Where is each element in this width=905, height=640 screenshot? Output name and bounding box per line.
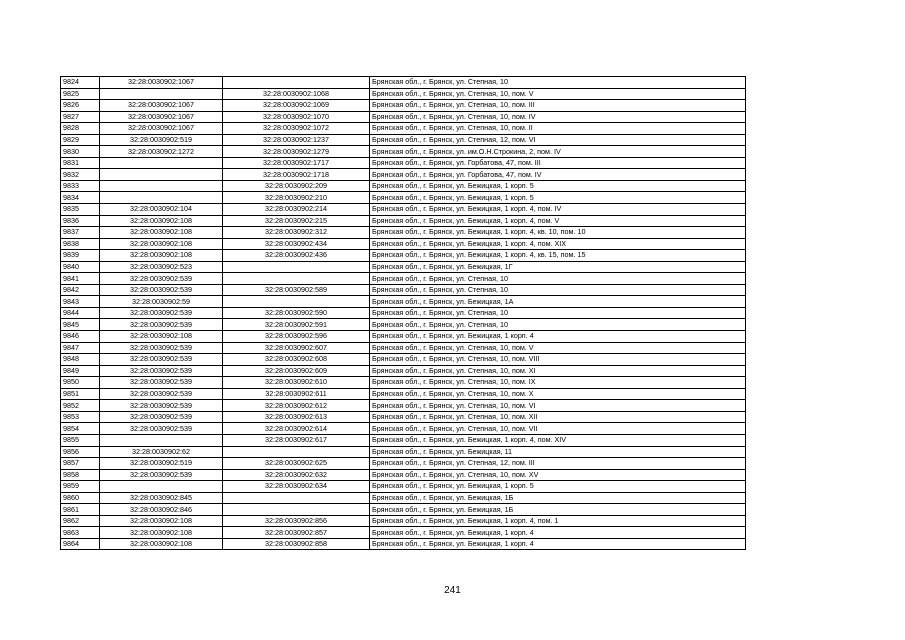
address-cell: Брянская обл., г. Брянск, ул. Бежицкая, 1 корп. 4, пом. XIX [370, 238, 746, 250]
object-number-cell: 32:28:0030902:210 [223, 192, 370, 204]
object-number-cell: 32:28:0030902:610 [223, 377, 370, 389]
address-cell: Брянская обл., г. Брянск, ул. Бежицкая, 1 корп. 5 [370, 180, 746, 192]
table-row [61, 157, 746, 169]
parcel-number-cell [100, 169, 223, 181]
parcel-number-cell: 32:28:0030902:62 [100, 446, 223, 458]
object-number-cell [223, 492, 370, 504]
object-number-cell: 32:28:0030902:608 [223, 354, 370, 366]
row-number-cell: 9860 [61, 492, 100, 504]
object-number-cell: 32:28:0030902:214 [223, 204, 370, 216]
address-cell: Брянская обл., г. Брянск, ул. Бежицкая, 1 корп. 4, кв. 15, пом. 15 [370, 250, 746, 262]
row-number-cell: 9833 [61, 180, 100, 192]
parcel-number-cell [100, 192, 223, 204]
address-cell: Брянская обл., г. Брянск, ул. Степная, 10, пом. IX [370, 377, 746, 389]
row-number-cell: 9864 [61, 538, 100, 550]
address-cell: Брянская обл., г. Брянск, ул. Бежицкая, 1Б [370, 492, 746, 504]
object-number-cell: 32:28:0030902:632 [223, 469, 370, 481]
object-number-cell [223, 504, 370, 516]
table-row [61, 284, 746, 296]
table-row [61, 307, 746, 319]
row-number-cell: 9824 [61, 77, 100, 89]
address-cell: Брянская обл., г. Брянск, ул. Бежицкая, 1 корп. 4 [370, 538, 746, 550]
row-number-cell: 9850 [61, 377, 100, 389]
row-number-cell: 9841 [61, 273, 100, 285]
parcel-number-cell: 32:28:0030902:1272 [100, 146, 223, 158]
row-number-cell: 9863 [61, 527, 100, 539]
parcel-number-cell: 32:28:0030902:59 [100, 296, 223, 308]
table-row [61, 123, 746, 135]
address-cell: Брянская обл., г. Брянск, ул. Степная, 10, пом. III [370, 100, 746, 112]
parcel-number-cell: 32:28:0030902:108 [100, 250, 223, 262]
object-number-cell: 32:28:0030902:634 [223, 481, 370, 493]
address-cell: Брянская обл., г. Брянск, ул. Степная, 10 [370, 307, 746, 319]
address-cell: Брянская обл., г. Брянск, ул. Степная, 10, пом. V [370, 342, 746, 354]
table-row [61, 146, 746, 158]
table-row [61, 180, 746, 192]
parcel-number-cell [100, 88, 223, 100]
parcel-number-cell: 32:28:0030902:539 [100, 423, 223, 435]
address-cell: Брянская обл., г. Брянск, ул. Степная, 10, пом. XI [370, 365, 746, 377]
row-number-cell: 9835 [61, 204, 100, 216]
row-number-cell: 9854 [61, 423, 100, 435]
table-row [61, 527, 746, 539]
row-number-cell: 9846 [61, 331, 100, 343]
table-row [61, 204, 746, 216]
parcel-number-cell [100, 434, 223, 446]
parcel-number-cell: 32:28:0030902:539 [100, 284, 223, 296]
row-number-cell: 9861 [61, 504, 100, 516]
parcel-number-cell: 32:28:0030902:539 [100, 388, 223, 400]
parcel-number-cell [100, 481, 223, 493]
address-cell: Брянская обл., г. Брянск, ул. Бежицкая, 1 корп. 4, пом. 1 [370, 515, 746, 527]
address-cell: Брянская обл., г. Брянск, ул. им.О.Н.Строкина, 2, пом. IV [370, 146, 746, 158]
object-number-cell: 32:28:0030902:596 [223, 331, 370, 343]
address-cell: Брянская обл., г. Брянск, ул. Степная, 10, пом. X [370, 388, 746, 400]
table-row [61, 296, 746, 308]
object-number-cell: 32:28:0030902:858 [223, 538, 370, 550]
parcel-number-cell: 32:28:0030902:519 [100, 458, 223, 470]
row-number-cell: 9826 [61, 100, 100, 112]
parcel-number-cell: 32:28:0030902:108 [100, 227, 223, 239]
table-row [61, 423, 746, 435]
address-cell: Брянская обл., г. Брянск, ул. Степная, 10, пом. XII [370, 411, 746, 423]
table-row [61, 504, 746, 516]
object-number-cell [223, 77, 370, 89]
row-number-cell: 9855 [61, 434, 100, 446]
parcel-number-cell: 32:28:0030902:523 [100, 261, 223, 273]
row-number-cell: 9852 [61, 400, 100, 412]
row-number-cell: 9825 [61, 88, 100, 100]
address-cell: Брянская обл., г. Брянск, ул. Бежицкая, 1 корп. 5 [370, 481, 746, 493]
parcel-number-cell: 32:28:0030902:1067 [100, 111, 223, 123]
registry-table [60, 76, 746, 550]
table-row [61, 77, 746, 89]
table-row [61, 446, 746, 458]
table-row [61, 331, 746, 343]
address-cell: Брянская обл., г. Брянск, ул. Степная, 12, пом. III [370, 458, 746, 470]
table-row [61, 365, 746, 377]
object-number-cell: 32:28:0030902:436 [223, 250, 370, 262]
row-number-cell: 9832 [61, 169, 100, 181]
table-row [61, 238, 746, 250]
parcel-number-cell: 32:28:0030902:1067 [100, 77, 223, 89]
table-row [61, 273, 746, 285]
object-number-cell [223, 296, 370, 308]
row-number-cell: 9847 [61, 342, 100, 354]
object-number-cell: 32:28:0030902:613 [223, 411, 370, 423]
object-number-cell: 32:28:0030902:1072 [223, 123, 370, 135]
parcel-number-cell: 32:28:0030902:1067 [100, 123, 223, 135]
parcel-number-cell: 32:28:0030902:108 [100, 538, 223, 550]
object-number-cell: 32:28:0030902:1718 [223, 169, 370, 181]
row-number-cell: 9837 [61, 227, 100, 239]
parcel-number-cell: 32:28:0030902:108 [100, 527, 223, 539]
object-number-cell: 32:28:0030902:614 [223, 423, 370, 435]
table-row [61, 411, 746, 423]
address-cell: Брянская обл., г. Брянск, ул. Степная, 10, пом. XV [370, 469, 746, 481]
table-row [61, 342, 746, 354]
table-row [61, 250, 746, 262]
parcel-number-cell: 32:28:0030902:1067 [100, 100, 223, 112]
row-number-cell: 9830 [61, 146, 100, 158]
parcel-number-cell: 32:28:0030902:539 [100, 319, 223, 331]
table-row [61, 169, 746, 181]
object-number-cell: 32:28:0030902:857 [223, 527, 370, 539]
object-number-cell: 32:28:0030902:591 [223, 319, 370, 331]
parcel-number-cell: 32:28:0030902:108 [100, 215, 223, 227]
row-number-cell: 9858 [61, 469, 100, 481]
row-number-cell: 9857 [61, 458, 100, 470]
parcel-number-cell [100, 157, 223, 169]
row-number-cell: 9836 [61, 215, 100, 227]
parcel-number-cell: 32:28:0030902:539 [100, 400, 223, 412]
row-number-cell: 9856 [61, 446, 100, 458]
address-cell: Брянская обл., г. Брянск, ул. Степная, 10 [370, 319, 746, 331]
parcel-number-cell: 32:28:0030902:108 [100, 515, 223, 527]
table-row [61, 134, 746, 146]
parcel-number-cell: 32:28:0030902:845 [100, 492, 223, 504]
address-cell: Брянская обл., г. Брянск, ул. Степная, 10, пом. II [370, 123, 746, 135]
object-number-cell [223, 261, 370, 273]
table-row [61, 319, 746, 331]
parcel-number-cell: 32:28:0030902:104 [100, 204, 223, 216]
row-number-cell: 9853 [61, 411, 100, 423]
row-number-cell: 9838 [61, 238, 100, 250]
table-row [61, 515, 746, 527]
object-number-cell: 32:28:0030902:1068 [223, 88, 370, 100]
address-cell: Брянская обл., г. Брянск, ул. Степная, 10 [370, 273, 746, 285]
address-cell: Брянская обл., г. Брянск, ул. Степная, 10, пом. VII [370, 423, 746, 435]
row-number-cell: 9828 [61, 123, 100, 135]
address-cell: Брянская обл., г. Брянск, ул. Бежицкая, 1 корп. 5 [370, 192, 746, 204]
object-number-cell: 32:28:0030902:617 [223, 434, 370, 446]
address-cell: Брянская обл., г. Брянск, ул. Степная, 10, пом. VIII [370, 354, 746, 366]
table-row [61, 458, 746, 470]
table-row [61, 111, 746, 123]
table-row [61, 400, 746, 412]
row-number-cell: 9831 [61, 157, 100, 169]
address-cell: Брянская обл., г. Брянск, ул. Степная, 10, пом. IV [370, 111, 746, 123]
object-number-cell: 32:28:0030902:609 [223, 365, 370, 377]
registry-table-body [61, 77, 746, 550]
table-row [61, 434, 746, 446]
object-number-cell: 32:28:0030902:1069 [223, 100, 370, 112]
address-cell: Брянская обл., г. Брянск, ул. Бежицкая, 1Б [370, 504, 746, 516]
row-number-cell: 9829 [61, 134, 100, 146]
table-row [61, 354, 746, 366]
address-cell: Брянская обл., г. Брянск, ул. Степная, 10 [370, 284, 746, 296]
parcel-number-cell: 32:28:0030902:846 [100, 504, 223, 516]
table-row [61, 100, 746, 112]
table-row [61, 377, 746, 389]
table-row [61, 388, 746, 400]
object-number-cell: 32:28:0030902:1717 [223, 157, 370, 169]
row-number-cell: 9842 [61, 284, 100, 296]
table-row [61, 261, 746, 273]
page-number: 241 [444, 585, 461, 596]
parcel-number-cell: 32:28:0030902:539 [100, 469, 223, 481]
address-cell: Брянская обл., г. Брянск, ул. Бежицкая, 1 корп. 4, кв. 10, пом. 10 [370, 227, 746, 239]
object-number-cell: 32:28:0030902:612 [223, 400, 370, 412]
object-number-cell: 32:28:0030902:611 [223, 388, 370, 400]
address-cell: Брянская обл., г. Брянск, ул. Бежицкая, 1 корп. 4, пом. XIV [370, 434, 746, 446]
parcel-number-cell: 32:28:0030902:108 [100, 331, 223, 343]
parcel-number-cell: 32:28:0030902:108 [100, 238, 223, 250]
parcel-number-cell [100, 180, 223, 192]
row-number-cell: 9840 [61, 261, 100, 273]
parcel-number-cell: 32:28:0030902:539 [100, 411, 223, 423]
address-cell: Брянская обл., г. Брянск, ул. Степная, 10, пом. VI [370, 400, 746, 412]
table-row [61, 481, 746, 493]
row-number-cell: 9834 [61, 192, 100, 204]
parcel-number-cell: 32:28:0030902:519 [100, 134, 223, 146]
object-number-cell: 32:28:0030902:856 [223, 515, 370, 527]
row-number-cell: 9848 [61, 354, 100, 366]
row-number-cell: 9851 [61, 388, 100, 400]
address-cell: Брянская обл., г. Брянск, ул. Бежицкая, 11 [370, 446, 746, 458]
address-cell: Брянская обл., г. Брянск, ул. Степная, 12, пом. VI [370, 134, 746, 146]
object-number-cell: 32:28:0030902:607 [223, 342, 370, 354]
table-row [61, 492, 746, 504]
object-number-cell: 32:28:0030902:434 [223, 238, 370, 250]
table-row [61, 88, 746, 100]
address-cell: Брянская обл., г. Брянск, ул. Степная, 10, пом. V [370, 88, 746, 100]
table-row [61, 192, 746, 204]
parcel-number-cell: 32:28:0030902:539 [100, 354, 223, 366]
address-cell: Брянская обл., г. Брянск, ул. Бежицкая, 1 корп. 4, пом. IV [370, 204, 746, 216]
row-number-cell: 9845 [61, 319, 100, 331]
object-number-cell [223, 446, 370, 458]
row-number-cell: 9827 [61, 111, 100, 123]
address-cell: Брянская обл., г. Брянск, ул. Горбатова, 47, пом. III [370, 157, 746, 169]
address-cell: Брянская обл., г. Брянск, ул. Бежицкая, 1А [370, 296, 746, 308]
parcel-number-cell: 32:28:0030902:539 [100, 273, 223, 285]
address-cell: Брянская обл., г. Брянск, ул. Бежицкая, 1Г [370, 261, 746, 273]
object-number-cell: 32:28:0030902:1237 [223, 134, 370, 146]
table-row [61, 469, 746, 481]
parcel-number-cell: 32:28:0030902:539 [100, 365, 223, 377]
address-cell: Брянская обл., г. Брянск, ул. Горбатова, 47, пом. IV [370, 169, 746, 181]
row-number-cell: 9859 [61, 481, 100, 493]
address-cell: Брянская обл., г. Брянск, ул. Бежицкая, 1 корп. 4 [370, 527, 746, 539]
object-number-cell: 32:28:0030902:312 [223, 227, 370, 239]
object-number-cell: 32:28:0030902:209 [223, 180, 370, 192]
table-row [61, 538, 746, 550]
object-number-cell: 32:28:0030902:1070 [223, 111, 370, 123]
address-cell: Брянская обл., г. Брянск, ул. Бежицкая, 1 корп. 4, пом. V [370, 215, 746, 227]
object-number-cell: 32:28:0030902:1279 [223, 146, 370, 158]
parcel-number-cell: 32:28:0030902:539 [100, 377, 223, 389]
row-number-cell: 9849 [61, 365, 100, 377]
table-row [61, 215, 746, 227]
object-number-cell: 32:28:0030902:215 [223, 215, 370, 227]
address-cell: Брянская обл., г. Брянск, ул. Степная, 10 [370, 77, 746, 89]
parcel-number-cell: 32:28:0030902:539 [100, 307, 223, 319]
object-number-cell [223, 273, 370, 285]
table-row [61, 227, 746, 239]
row-number-cell: 9843 [61, 296, 100, 308]
row-number-cell: 9844 [61, 307, 100, 319]
row-number-cell: 9839 [61, 250, 100, 262]
object-number-cell: 32:28:0030902:589 [223, 284, 370, 296]
object-number-cell: 32:28:0030902:625 [223, 458, 370, 470]
row-number-cell: 9862 [61, 515, 100, 527]
object-number-cell: 32:28:0030902:590 [223, 307, 370, 319]
parcel-number-cell: 32:28:0030902:539 [100, 342, 223, 354]
address-cell: Брянская обл., г. Брянск, ул. Бежицкая, 1 корп. 4 [370, 331, 746, 343]
